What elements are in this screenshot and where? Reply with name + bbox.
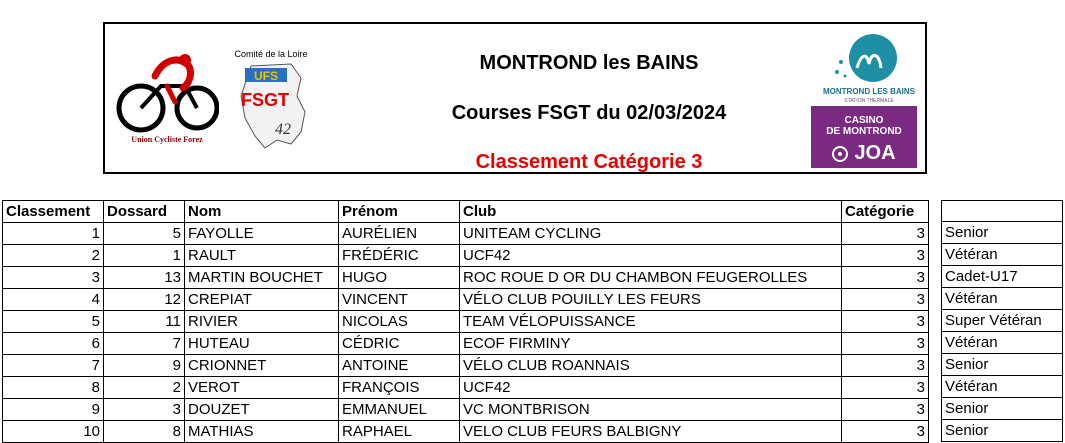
age-category-column [941, 200, 1063, 442]
cell-first-name: ANTOINE [339, 355, 460, 377]
cell-bib: 2 [104, 377, 185, 399]
header-nom: Nom [185, 201, 339, 223]
header-club: Club [460, 201, 842, 223]
cell-age-category: Cadet-U17 [942, 266, 1063, 288]
header-banner [103, 22, 927, 174]
cell-age-category: Vétéran [942, 288, 1063, 310]
table-row [3, 399, 929, 421]
cell-category: 3 [842, 311, 929, 333]
comite-text: Comité de la Loire [234, 49, 308, 59]
table-header-row [3, 201, 929, 223]
table-row [3, 333, 929, 355]
cell-category: 3 [842, 421, 929, 443]
header-prenom: Prénom [339, 201, 460, 223]
table-row [3, 267, 929, 289]
cell-last-name: MATHIAS [185, 421, 339, 443]
cell-first-name: VINCENT [339, 289, 460, 311]
cell-bib: 3 [104, 399, 185, 421]
joa-icon [832, 146, 848, 162]
cell-last-name: CRIONNET [185, 355, 339, 377]
cell-age-category: Senior [942, 420, 1063, 442]
cell-club: TEAM VÉLOPUISSANCE [460, 311, 842, 333]
header-categorie: Catégorie [842, 201, 929, 223]
cell-bib: 12 [104, 289, 185, 311]
cell-bib: 1 [104, 245, 185, 267]
casino-joa-logo [811, 106, 917, 168]
cell-category: 3 [842, 333, 929, 355]
cell-category: 3 [842, 399, 929, 421]
cell-last-name: RAULT [185, 245, 339, 267]
fsgt-text: FSGT [241, 90, 289, 110]
cell-first-name: FRÉDÉRIC [339, 245, 460, 267]
cell-club: ROC ROUE D OR DU CHAMBON FEUGEROLLES [460, 267, 842, 289]
cell-rank: 10 [3, 421, 104, 443]
results-table [2, 200, 929, 443]
ranking-category-title: Classement Catégorie 3 [475, 151, 703, 173]
table-row [3, 377, 929, 399]
header-classement: Classement [3, 201, 104, 223]
cell-bib: 13 [104, 267, 185, 289]
table-row [3, 223, 929, 245]
header-dossard: Dossard [104, 201, 185, 223]
svg-text:UFS: UFS [254, 69, 278, 83]
cell-age-header [942, 201, 1063, 222]
cell-bib: 5 [104, 223, 185, 245]
cell-rank: 1 [3, 223, 104, 245]
cell-rank: 7 [3, 355, 104, 377]
cell-club: VELO CLUB FEURS BALBIGNY [460, 421, 842, 443]
cell-rank: 4 [3, 289, 104, 311]
cell-last-name: FAYOLLE [185, 223, 339, 245]
cell-category: 3 [842, 289, 929, 311]
cell-last-name: MARTIN BOUCHET [185, 267, 339, 289]
cell-club: UCF42 [460, 377, 842, 399]
cell-category: 3 [842, 355, 929, 377]
cell-first-name: NICOLAS [339, 311, 460, 333]
cell-rank: 9 [3, 399, 104, 421]
cell-first-name: HUGO [339, 267, 460, 289]
cell-rank: 2 [3, 245, 104, 267]
cell-last-name: RIVIER [185, 311, 339, 333]
cell-club: UCF42 [460, 245, 842, 267]
cell-rank: 5 [3, 311, 104, 333]
cell-category: 3 [842, 223, 929, 245]
cell-first-name: AURÉLIEN [339, 223, 460, 245]
cell-rank: 8 [3, 377, 104, 399]
cell-category: 3 [842, 377, 929, 399]
cell-club: VÉLO CLUB ROANNAIS [460, 355, 842, 377]
cell-age-category: Senior [942, 398, 1063, 420]
cell-age-category: Vétéran [942, 244, 1063, 266]
cell-first-name: RAPHAEL [339, 421, 460, 443]
cell-category: 3 [842, 267, 929, 289]
cell-last-name: VEROT [185, 377, 339, 399]
cell-club: ECOF FIRMINY [460, 333, 842, 355]
cell-first-name: CÉDRIC [339, 333, 460, 355]
cell-rank: 3 [3, 267, 104, 289]
cell-rank: 6 [3, 333, 104, 355]
event-location-title: MONTROND les BAINS [479, 52, 699, 74]
casino-text-line1: CASINO [844, 115, 884, 126]
cell-bib: 7 [104, 333, 185, 355]
montrond-logo-text: MONTROND LES BAINS [823, 87, 915, 96]
table-row [3, 245, 929, 267]
cell-bib: 9 [104, 355, 185, 377]
event-date-title: Courses FSGT du 02/03/2024 [451, 102, 727, 124]
cell-first-name: EMMANUEL [339, 399, 460, 421]
table-row [3, 289, 929, 311]
cell-club: VÉLO CLUB POUILLY LES FEURS [460, 289, 842, 311]
cell-category: 3 [842, 245, 929, 267]
cell-age-category: Vétéran [942, 376, 1063, 398]
cell-age-category: Senior [942, 354, 1063, 376]
cell-last-name: DOUZET [185, 399, 339, 421]
cell-club: UNITEAM CYCLING [460, 223, 842, 245]
cell-club: VC MONTBRISON [460, 399, 842, 421]
casino-brand-text: JOA [854, 142, 896, 164]
cell-age-category: Senior [942, 222, 1063, 244]
casino-text-line2: DE MONTROND [826, 126, 902, 137]
ucf-logo-text: Union Cycliste Forez [131, 135, 203, 144]
cell-age-category: Super Vétéran [942, 310, 1063, 332]
cell-bib: 8 [104, 421, 185, 443]
cell-first-name: FRANÇOIS [339, 377, 460, 399]
table-row [3, 421, 929, 443]
casino-brand [811, 142, 917, 165]
table-row [3, 311, 929, 333]
table-row [3, 355, 929, 377]
cell-age-category: Vétéran [942, 332, 1063, 354]
cell-last-name: CREPIAT [185, 289, 339, 311]
cell-bib: 11 [104, 311, 185, 333]
montrond-logo-sub: STATION THERMALE [844, 98, 894, 104]
cell-last-name: HUTEAU [185, 333, 339, 355]
fsgt-number: 42 [275, 121, 291, 138]
montrond-les-bains-logo [817, 32, 917, 104]
